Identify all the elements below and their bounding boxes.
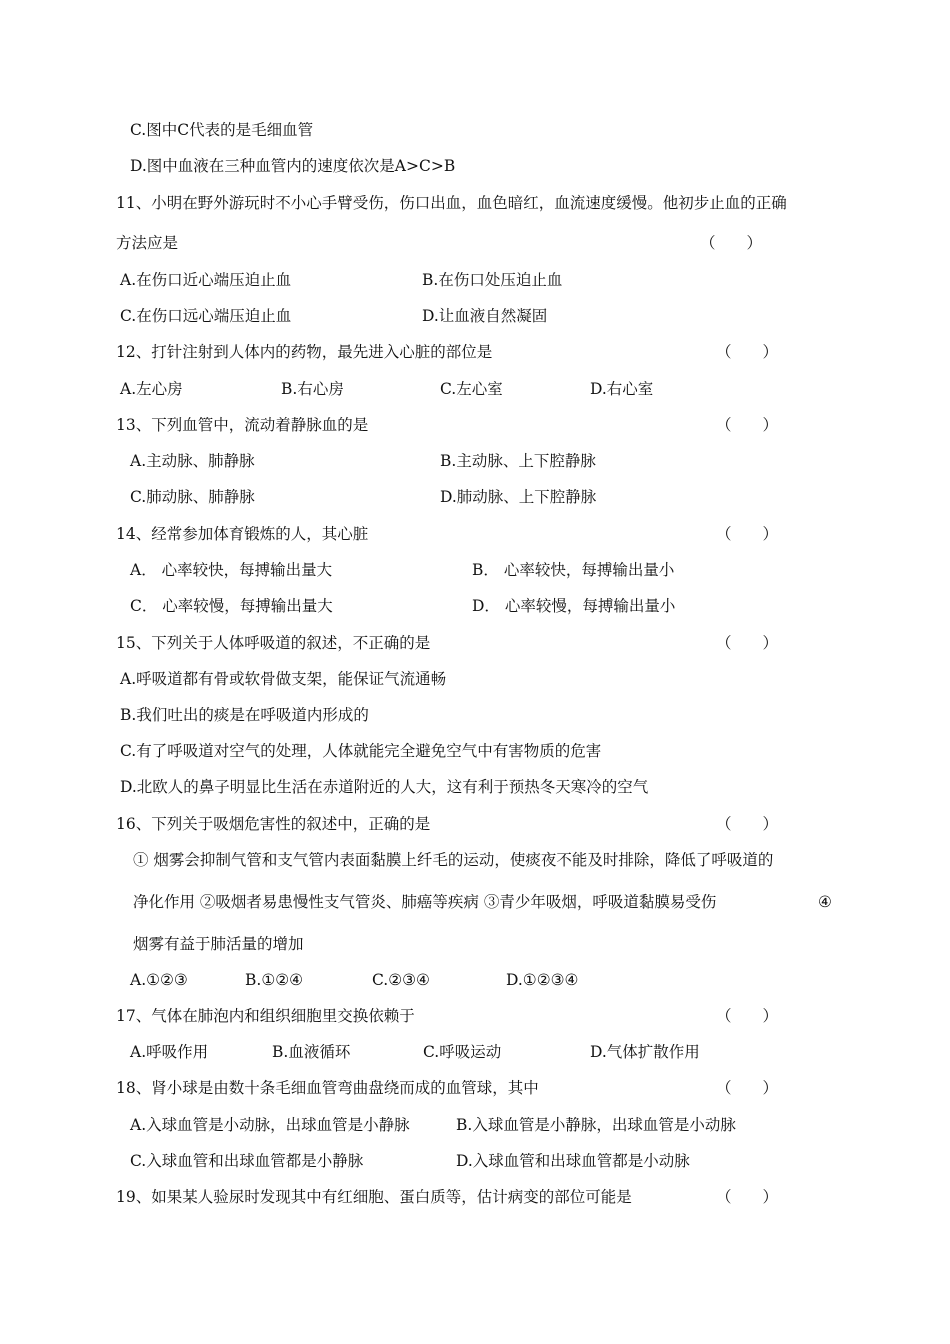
q16-statement-line1: ① 烟雾会抑制气管和支气管内表面黏膜上纤毛的运动，使痰夜不能及时排除，降低了呼吸道的 (133, 851, 774, 869)
q11-option-a: A.在伤口近心端压迫止血 (120, 271, 292, 289)
q12-option-d: D.右心室 (590, 380, 654, 398)
q14-option-a: A． 心率较快，每搏输出量大 (130, 561, 333, 579)
q18-option-a: A.入球血管是小动脉，出球血管是小静脉 (130, 1116, 410, 1134)
q18-option-d: D.入球血管和出球血管都是小动脉 (456, 1152, 690, 1170)
q14-answer-paren: （ ） (716, 525, 779, 543)
q15-stem: 15、下列关于人体呼吸道的叙述，不正确的是 (116, 634, 431, 652)
q10-option-d: D.图中血液在三种血管内的速度依次是A>C>B (130, 157, 456, 175)
q18-answer-paren: （ ） (716, 1079, 779, 1097)
q13-option-a: A.主动脉、肺静脉 (130, 452, 255, 470)
q15-answer-paren: （ ） (716, 634, 779, 652)
q13-option-c: C.肺动脉、肺静脉 (130, 488, 255, 506)
q12-option-c: C.左心室 (440, 380, 503, 398)
q18-option-b: B.入球血管是小静脉，出球血管是小动脉 (456, 1116, 736, 1134)
q16-option-b: B.①②④ (245, 971, 304, 989)
q19-stem: 19、如果某人验尿时发现其中有红细胞、蛋白质等，估计病变的部位可能是 (116, 1188, 632, 1206)
q14-stem: 14、经常参加体育锻炼的人，其心脏 (116, 525, 369, 543)
q12-answer-paren: （ ） (716, 343, 779, 361)
q15-option-b: B.我们吐出的痰是在呼吸道内形成的 (120, 706, 369, 724)
q11-answer-paren: （ ） (700, 234, 763, 252)
q12-stem: 12、打针注射到人体内的药物，最先进入心脏的部位是 (116, 343, 493, 361)
q13-answer-paren: （ ） (716, 416, 779, 434)
q17-option-d: D.气体扩散作用 (590, 1043, 700, 1061)
q16-answer-paren: （ ） (716, 815, 779, 833)
q15-option-c: C.有了呼吸道对空气的处理，人体就能完全避免空气中有害物质的危害 (120, 742, 602, 760)
q16-stem: 16、下列关于吸烟危害性的叙述中，正确的是 (116, 815, 431, 833)
q13-option-b: B.主动脉、上下腔静脉 (440, 452, 596, 470)
q16-option-c: C.②③④ (372, 971, 430, 989)
q16-statement-line2: 净化作用 ②吸烟者易患慢性支气管炎、肺癌等疾病 ③青少年吸烟，呼吸道黏膜易受伤 (133, 893, 717, 911)
q13-option-d: D.肺动脉、上下腔静脉 (440, 488, 597, 506)
q17-stem: 17、气体在肺泡内和组织细胞里交换依赖于 (116, 1007, 415, 1025)
q17-option-a: A.呼吸作用 (130, 1043, 209, 1061)
q16-statement-marker-4: ④ (818, 893, 832, 911)
q16-option-d: D.①②③④ (506, 971, 579, 989)
q17-option-b: B.血液循环 (272, 1043, 351, 1061)
q16-option-a: A.①②③ (130, 971, 188, 989)
q11-stem-line1: 11、小明在野外游玩时不小心手臂受伤，伤口出血，血色暗红，血流速度缓慢。他初步止血的正确 (116, 194, 787, 212)
q18-option-c: C.入球血管和出球血管都是小静脉 (130, 1152, 364, 1170)
q15-option-d: D.北欧人的鼻子明显比生活在赤道附近的人大，这有利于预热冬天寒冷的空气 (120, 778, 649, 796)
q18-stem: 18、肾小球是由数十条毛细血管弯曲盘绕而成的血管球，其中 (116, 1079, 539, 1097)
q11-stem-line2: 方法应是 (116, 234, 179, 252)
q12-option-b: B.右心房 (281, 380, 344, 398)
q17-option-c: C.呼吸运动 (423, 1043, 502, 1061)
q14-option-d: D． 心率较慢，每搏输出量小 (472, 597, 676, 615)
q15-option-a: A.呼吸道都有骨或软骨做支架，能保证气流通畅 (120, 670, 447, 688)
q19-answer-paren: （ ） (716, 1188, 779, 1206)
q11-option-b: B.在伤口处压迫止血 (422, 271, 563, 289)
q11-option-d: D.让血液自然凝固 (422, 307, 548, 325)
q13-stem: 13、下列血管中，流动着静脉血的是 (116, 416, 369, 434)
q10-option-c: C.图中C代表的是毛细血管 (130, 121, 314, 139)
q14-option-c: C． 心率较慢，每搏输出量大 (130, 597, 333, 615)
q17-answer-paren: （ ） (716, 1007, 779, 1025)
q14-option-b: B． 心率较快，每搏输出量小 (472, 561, 675, 579)
q11-option-c: C.在伤口远心端压迫止血 (120, 307, 292, 325)
q12-option-a: A.左心房 (120, 380, 183, 398)
q16-statement-line3: 烟雾有益于肺活量的增加 (133, 935, 304, 953)
